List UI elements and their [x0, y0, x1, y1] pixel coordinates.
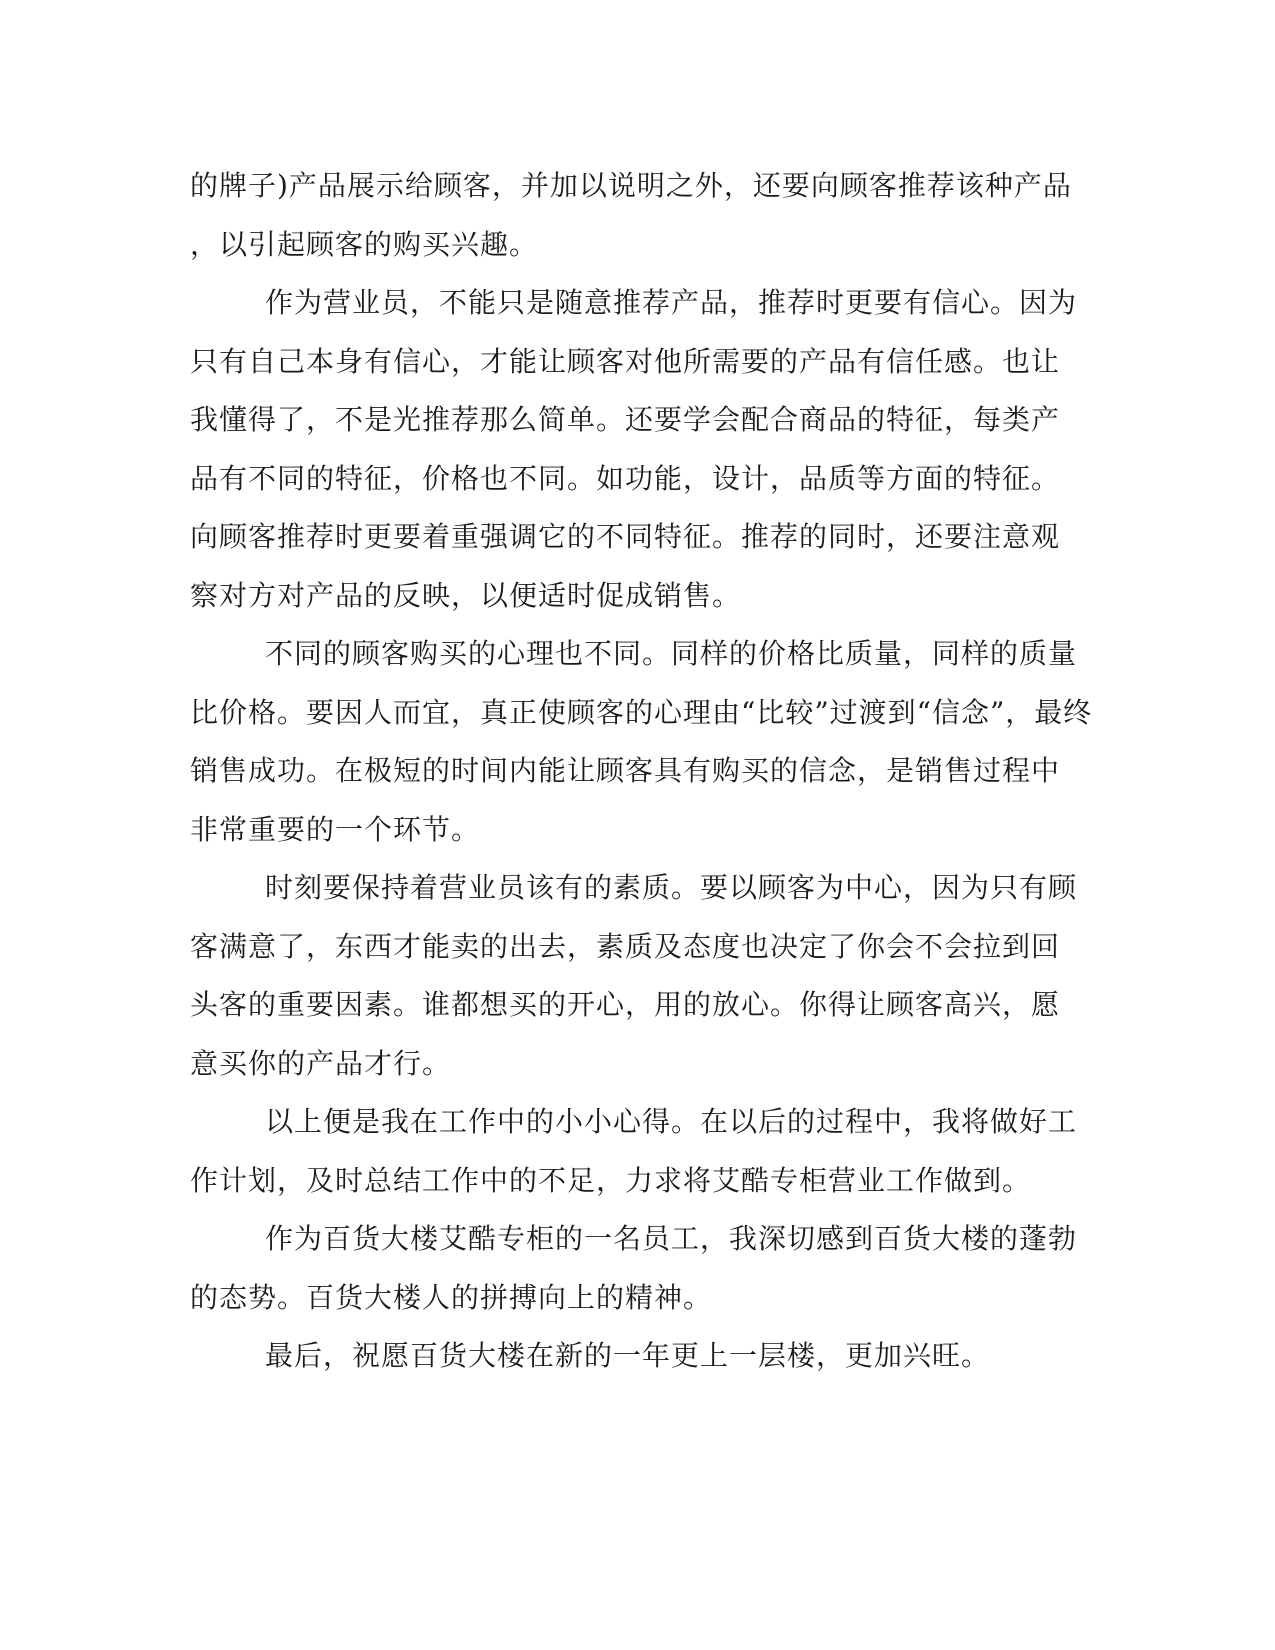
text-line: ，以引起顾客的购买兴趣。	[190, 227, 539, 261]
text-line: 意买你的产品才行。	[190, 1046, 452, 1080]
text-line: 最后，祝愿百货大楼在新的一年更上一层楼，更加兴旺。	[265, 1339, 991, 1372]
text-line: 我懂得了，不是光推荐那么简单。还要学会配合商品的特征，每类产	[190, 403, 1061, 436]
text-line: 销售成功。在极短的时间内能让顾客具有购买的信念，是销售过程中	[190, 754, 1061, 787]
text-line: 非常重要的一个环节。	[190, 812, 481, 846]
text-line: 的牌子)产品展示给顾客，并加以说明之外，还要向顾客推荐该种产品	[190, 169, 1072, 202]
text-line: 比价格。要因人而宜，真正使顾客的心理由“比较”过渡到“信念”，最终	[190, 695, 1093, 729]
text-line: 向顾客推荐时更要着重强调它的不同特征。推荐的同时，还要注意观	[190, 520, 1061, 553]
text-line: 作计划，及时总结工作中的不足，力求将艾酷专柜营业工作做到。	[190, 1163, 1032, 1197]
text-line: 时刻要保持着营业员该有的素质。要以顾客为中心，因为只有顾	[265, 871, 1078, 904]
document-body	[190, 157, 1093, 1386]
text-line: 只有自己本身有信心，才能让顾客对他所需要的产品有信任感。也让	[190, 344, 1061, 378]
text-line: 头客的重要因素。谁都想买的开心，用的放心。你得让顾客高兴，愿	[190, 988, 1061, 1021]
text-line: 察对方对产品的反映，以便适时促成销售。	[190, 578, 742, 612]
text-line: 不同的顾客购买的心理也不同。同样的价格比质量，同样的质量	[265, 637, 1078, 670]
text-line: 作为百货大楼艾酷专柜的一名员工，我深切感到百货大楼的蓬勃	[265, 1222, 1078, 1255]
text-line: 作为营业员，不能只是随意推荐产品，推荐时更要有信心。因为	[265, 286, 1078, 319]
text-line: 品有不同的特征，价格也不同。如功能，设计，品质等方面的特征。	[190, 461, 1061, 495]
text-line: 客满意了，东西才能卖的出去，素质及态度也决定了你会不会拉到回	[190, 929, 1061, 963]
text-line: 以上便是我在工作中的小小心得。在以后的过程中，我将做好工	[265, 1105, 1078, 1138]
text-line: 的态势。百货大楼人的拼搏向上的精神。	[190, 1280, 713, 1314]
